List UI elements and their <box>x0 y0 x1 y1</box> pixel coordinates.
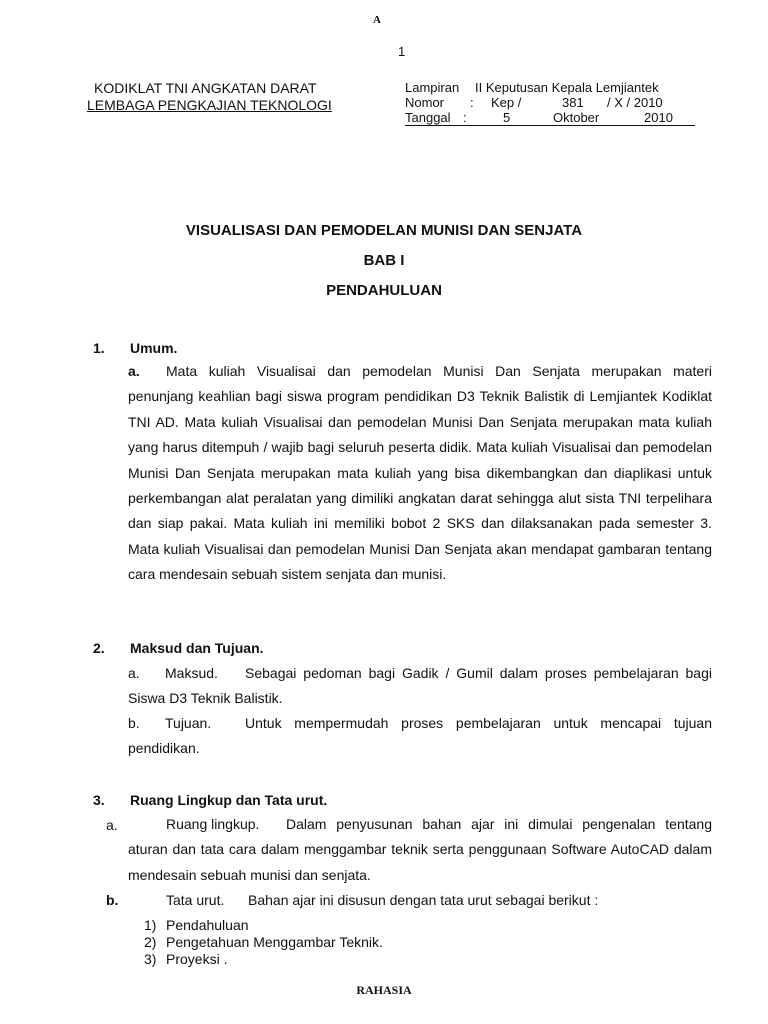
section-2a-paragraph <box>128 661 712 712</box>
nomor-colon: : <box>470 95 474 110</box>
tanggal-day: 5 <box>503 110 511 125</box>
section-2-heading: Maksud dan Tujuan. <box>130 640 264 656</box>
section-2b-marker: b. <box>128 715 140 731</box>
section-3b-text: Bahan ajar ini disusun dengan tata urut sebagai berikut : <box>248 892 599 908</box>
list-item-number: 1) <box>144 917 157 933</box>
lampiran-label: Lampiran <box>405 80 460 95</box>
nomor-rest: / X / 2010 <box>607 95 663 110</box>
tanggal-month: Oktober <box>553 110 600 125</box>
org-line-2: LEMBAGA PENGKAJIAN TEKNOLOGI <box>87 97 332 113</box>
section-3b-marker: b. <box>106 892 119 908</box>
list-item-text: Pendahuluan <box>166 917 249 933</box>
section-2b-paragraph <box>128 711 712 762</box>
chapter-number: BAB I <box>363 252 405 269</box>
tanggal-label: Tanggal <box>405 110 451 125</box>
section-2a-text: Sebagai pedoman bagi Gadik / Gumil dalam proses pembelajaran bagi Siswa D3 Teknik Balistik. <box>128 665 712 707</box>
section-3a-label: Ruang lingkup. <box>166 816 260 832</box>
section-3-heading: Ruang Lingkup dan Tata urut. <box>130 792 328 808</box>
section-1a-marker: a. <box>128 363 140 379</box>
section-2a-marker: a. <box>128 665 140 681</box>
section-3a-paragraph <box>128 812 712 888</box>
section-2-number: 2. <box>93 640 105 656</box>
section-2b-label: Tujuan. <box>165 715 212 731</box>
chapter-title: PENDAHULUAN <box>326 282 442 299</box>
page-number: 1 <box>398 44 406 59</box>
ref-tanggal <box>405 110 695 126</box>
section-2b-text: Untuk mempermudah proses pembelajaran untuk mencapai tujuan pendidikan. <box>128 715 712 757</box>
nomor-number: 381 <box>562 95 584 110</box>
document-title: VISUALISASI DAN PEMODELAN MUNISI DAN SENJATA <box>185 222 583 239</box>
list-item-number: 2) <box>144 934 157 950</box>
section-3b-label: Tata urut. <box>166 892 225 908</box>
lampiran-value: II Keputusan Kepala Lemjiantek <box>475 80 659 95</box>
section-3a-text: Dalam penyusunan bahan ajar ini dimulai pengenalan tentang aturan dan tata cara dalam menggambar teknik serta penggunaan Software AutoCAD dalam mendesain sebuah munisi dan senjata. <box>128 816 712 883</box>
section-3-number: 3. <box>93 792 105 808</box>
section-1a-text: Mata kuliah Visualisai dan pemodelan Munisi Dan Senjata merupakan materi penunjang keahlian bagi siswa program pendidikan D3 Teknik Balistik di Lemjiantek Kodiklat TNI AD. Mata kuliah Visualisai dan pemodelan Munisi Dan Senjata merupakan mata kuliah yang harus ditempuh / wajib bagi seluruh peserta didik. Mata kuliah Visualisai dan pemodelan Munisi Dan Senjata merupakan mata kuliah yang bisa dikembangkan dan diaplikasi untuk perkembangan alat peralatan yang dimiliki angkatan darat sehingga alut sista TNI terpelihara dan siap pakai. Mata kuliah ini memiliki bobot 2 SKS dan dilaksanakan pada semester 3. Mata kuliah Visualisai dan pemodelan Munisi Dan Senjata akan mendapat gambaran tentang cara mendesain sebuah sistem senjata dan munisi. <box>128 363 712 583</box>
nomor-label: Nomor <box>405 95 445 110</box>
list-item-text: Pengetahuan Menggambar Teknik. <box>166 934 383 950</box>
section-3a-marker: a. <box>106 817 118 833</box>
nomor-kep: Kep / <box>491 95 522 110</box>
top-mark: A <box>373 14 381 26</box>
classification-footer: RAHASIA <box>356 983 412 997</box>
list-item-text: Proyeksi . <box>166 951 228 967</box>
section-1-heading: Umum. <box>130 340 178 356</box>
tanggal-year: 2010 <box>644 110 673 125</box>
tanggal-colon: : <box>463 110 467 125</box>
list-item-number: 3) <box>144 951 157 967</box>
section-1-number: 1. <box>93 340 105 356</box>
org-line-1: KODIKLAT TNI ANGKATAN DARAT <box>94 80 317 96</box>
section-1a-paragraph <box>128 359 712 588</box>
section-2a-label: Maksud. <box>165 665 218 681</box>
